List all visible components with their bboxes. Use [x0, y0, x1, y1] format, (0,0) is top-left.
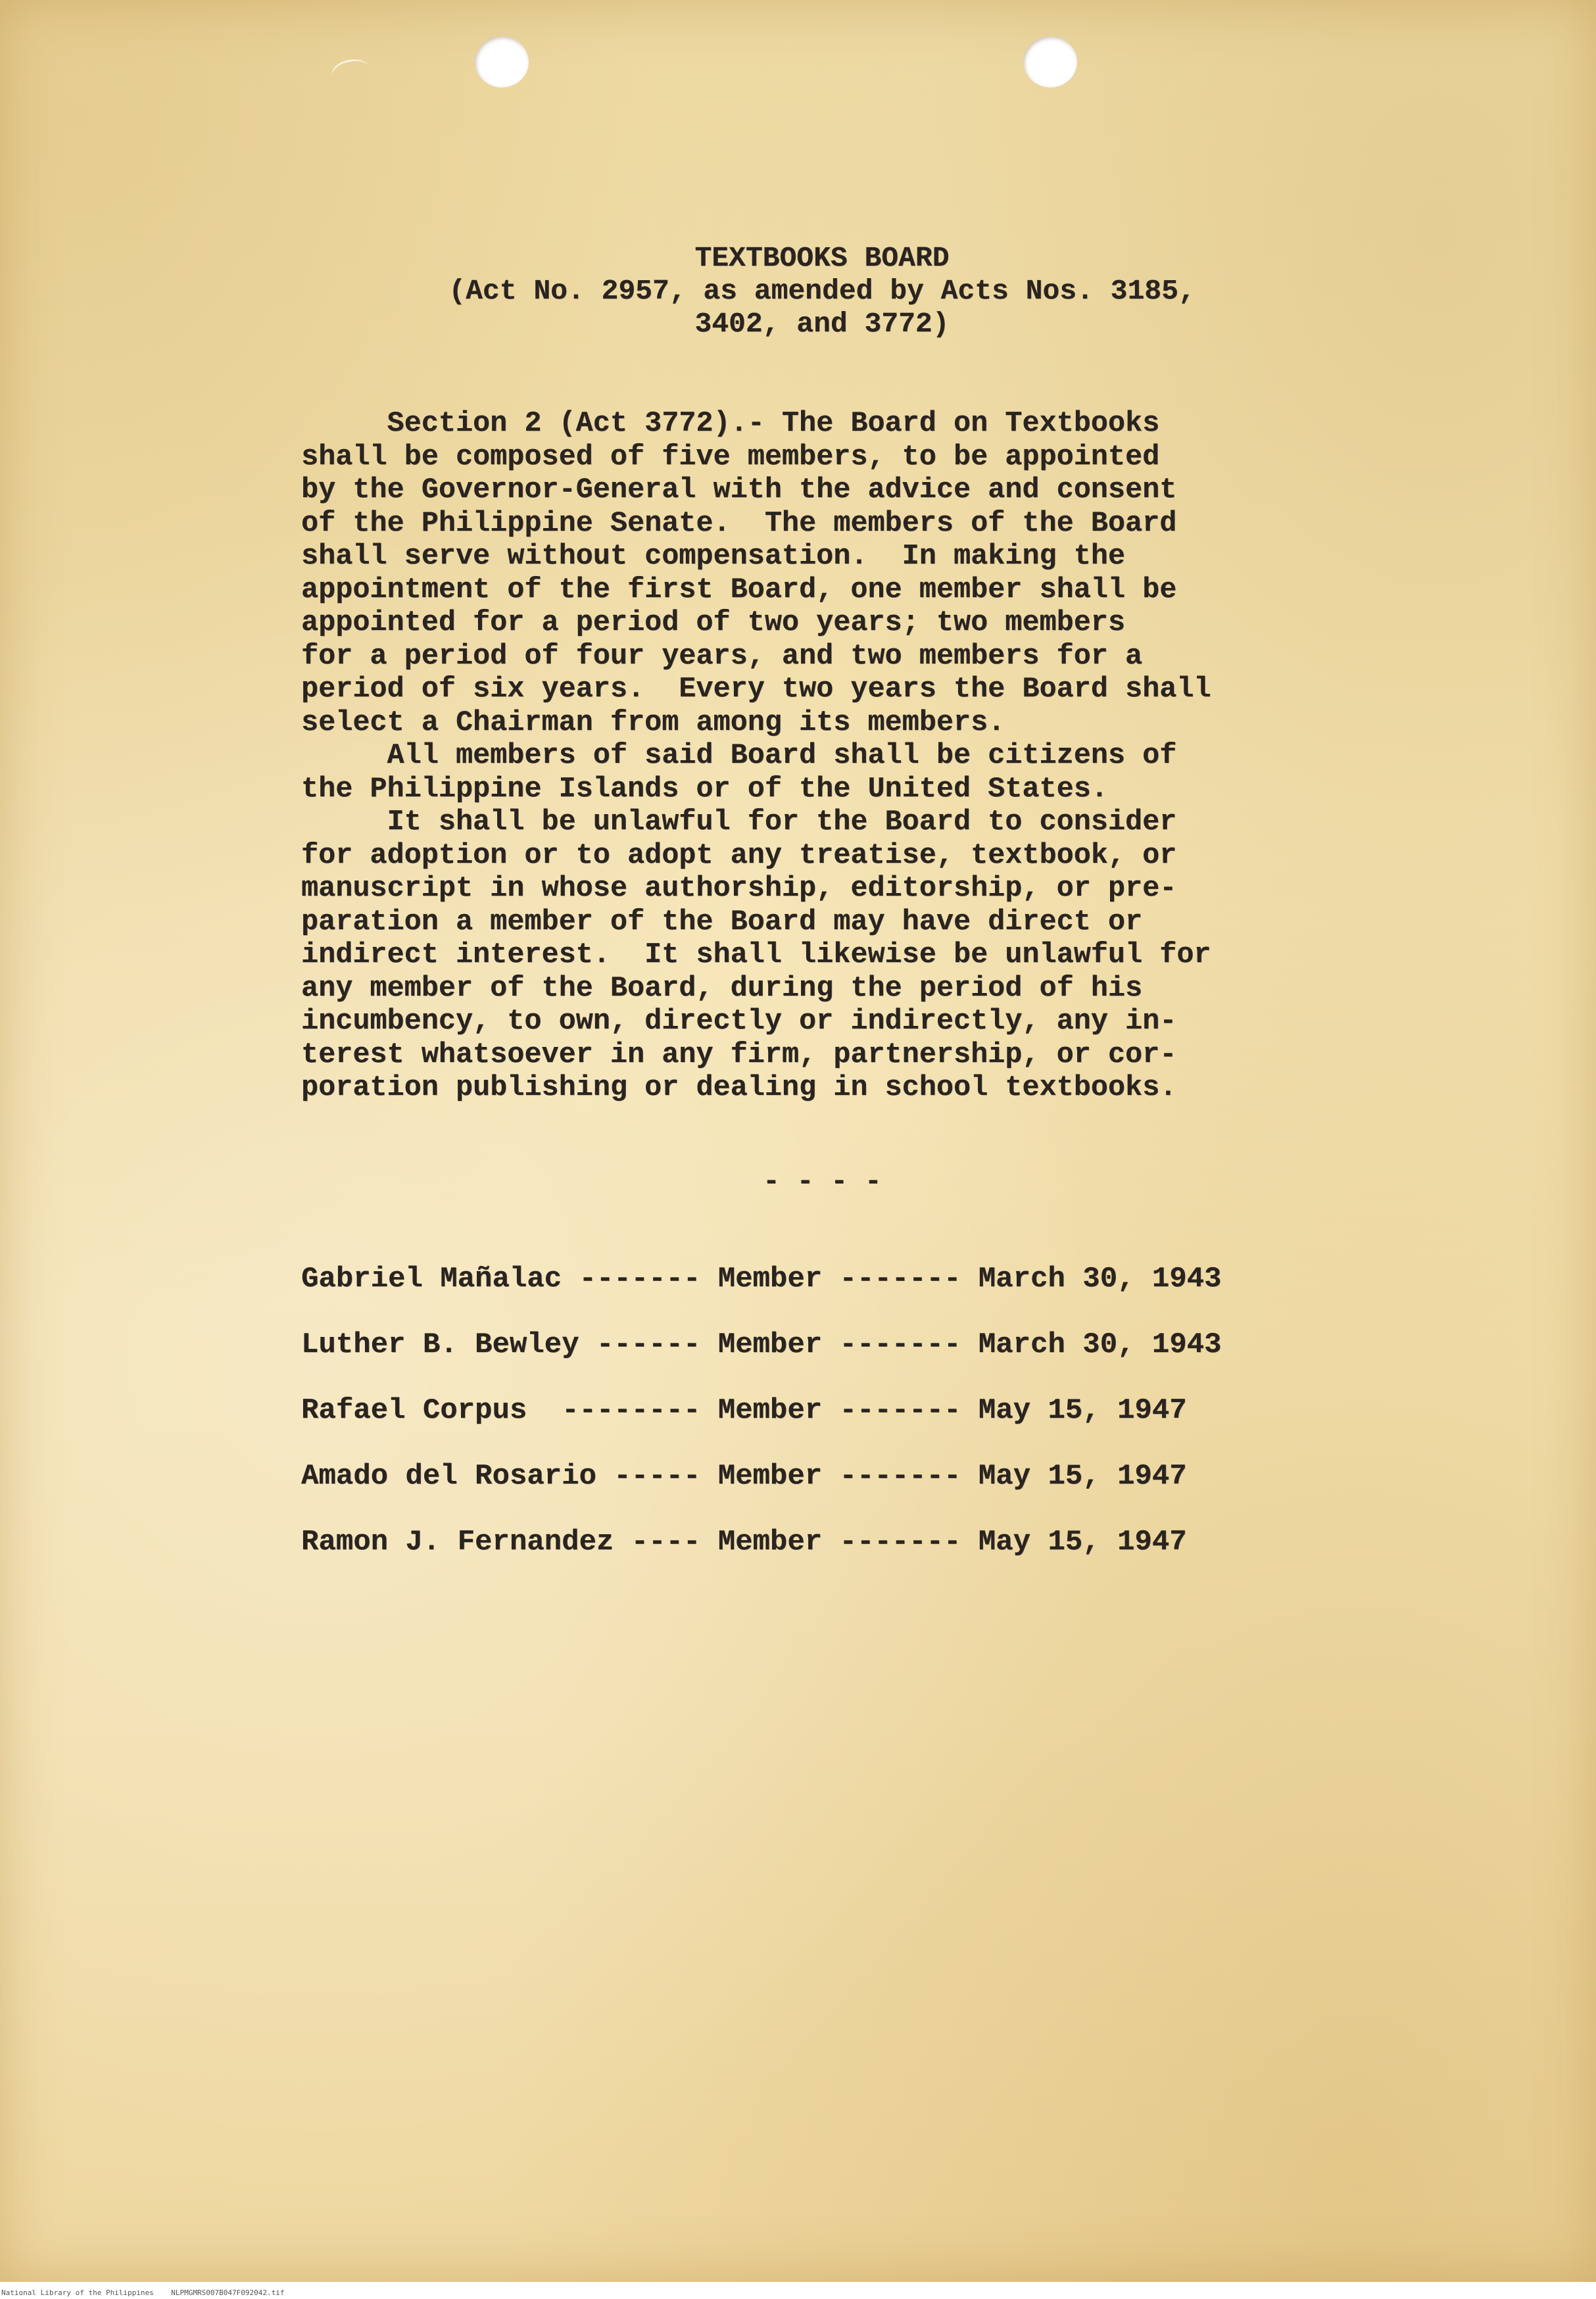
title-block — [299, 242, 1345, 341]
body-line: manuscript in whose authorship, editorship, or pre- — [301, 873, 1177, 905]
body-line: shall serve without compensation. In making the — [301, 541, 1126, 573]
body-line: indirect interest. It shall likewise be unlawful for — [301, 939, 1211, 971]
body-line: All members of said Board shall be citizens of — [301, 740, 1177, 772]
body-line: by the Governor-General with the advice and consent — [301, 474, 1177, 506]
scan-footer: National Library of the Philippines NLPMGMRS007B047F092042.tif — [0, 2287, 1596, 2299]
body-line: poration publishing or dealing in school textbooks. — [301, 1072, 1177, 1104]
body-line: Section 2 (Act 3772).- The Board on Textbooks — [301, 408, 1160, 440]
body-line: incumbency, to own, directly or indirectly, any in- — [301, 1005, 1177, 1038]
subtitle-line-2: 3402, and 3772) — [694, 308, 950, 340]
body-line: paration a member of the Board may have direct or — [301, 906, 1143, 938]
member-row: Rafael Corpus -------- Member ------- May 15, 1947 — [301, 1394, 1187, 1427]
punch-hole-right — [1023, 36, 1077, 87]
body-line: select a Chairman from among its members. — [301, 706, 1005, 739]
body-line: of the Philippine Senate. The members of the Board — [301, 507, 1177, 540]
body-line: shall be composed of five members, to be appointed — [301, 441, 1160, 473]
section-body — [301, 408, 1380, 1105]
document-title: TEXTBOOKS BOARD — [694, 242, 950, 274]
members-list — [301, 1263, 1419, 1591]
member-row: Gabriel Mañalac ------- Member ------- March 30, 1943 — [301, 1263, 1222, 1295]
member-row: Luther B. Bewley ------ Member ------- March 30, 1943 — [301, 1328, 1222, 1361]
body-line: for adoption or to adopt any treatise, textbook, or — [301, 839, 1177, 872]
body-line: appointed for a period of two years; two members — [301, 607, 1126, 639]
punch-hole-left — [475, 36, 529, 87]
section-separator: - - - - — [763, 1165, 882, 1198]
body-line: appointment of the first Board, one member shall be — [301, 573, 1177, 606]
member-row: Ramon J. Fernandez ---- Member ------- May 15, 1947 — [301, 1526, 1187, 1559]
body-line: any member of the Board, during the period of his — [301, 972, 1143, 1005]
member-row: Amado del Rosario ----- Member ------- May 15, 1947 — [301, 1460, 1187, 1493]
body-line: for a period of four years, and two members for a — [301, 640, 1143, 673]
paper-tear — [328, 53, 375, 93]
subtitle-line-1: (Act No. 2957, as amended by Acts Nos. 3185, — [448, 275, 1196, 307]
body-line: the Philippine Islands or of the United States. — [301, 773, 1108, 806]
body-line: terest whatsoever in any firm, partnership, or cor- — [301, 1038, 1177, 1071]
body-line: period of six years. Every two years the Board shall — [301, 673, 1211, 706]
body-line: It shall be unlawful for the Board to consider — [301, 806, 1177, 838]
